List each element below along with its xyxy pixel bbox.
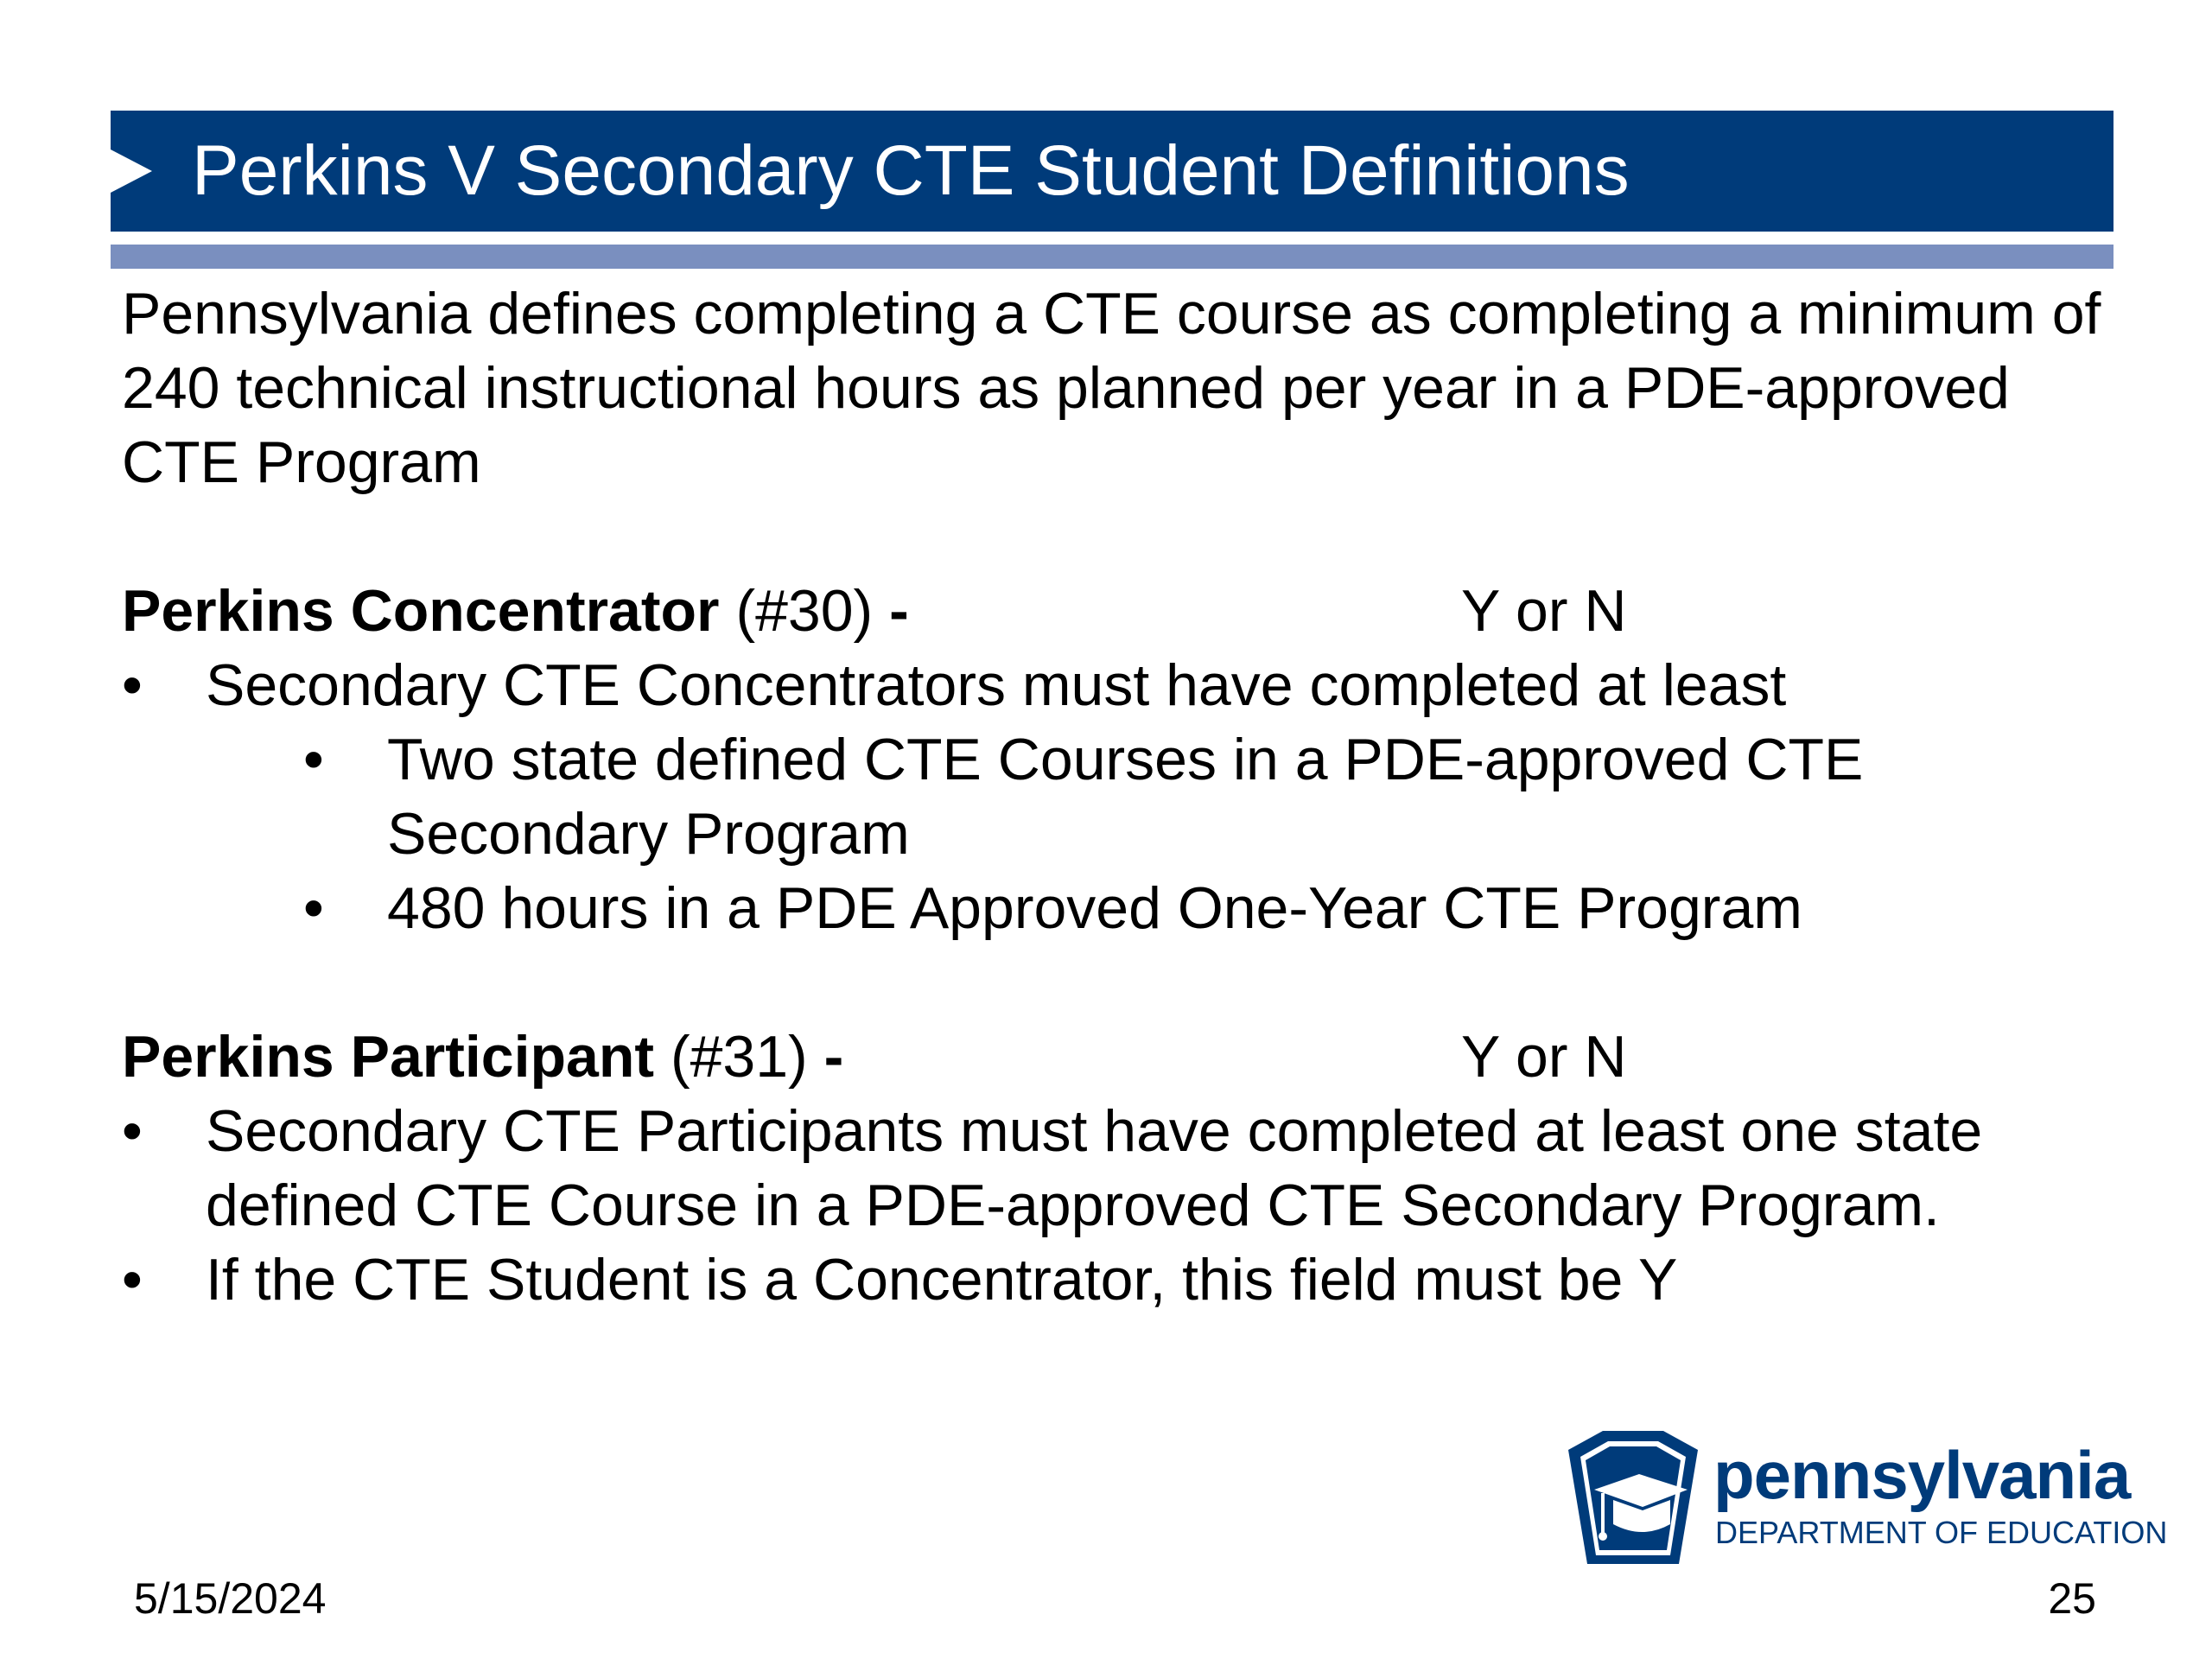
bullet-icon: • <box>122 1098 143 1164</box>
intro-paragraph: Pennsylvania defines completing a CTE course as completing a minimum of 240 technical instructional hours as planned per year in a PDE-approved CTE Program <box>122 281 2101 495</box>
participant-bullets <box>122 1094 2109 1317</box>
participant-field: (#31) <box>670 1024 808 1090</box>
bullet-icon: • <box>122 1247 143 1313</box>
logo-subtitle: DEPARTMENT OF EDUCATION <box>1715 1515 2168 1550</box>
participant-value: Y or N <box>1461 1024 1627 1090</box>
concentrator-field: (#30) <box>735 578 874 644</box>
concentrator-bullets <box>122 648 2109 945</box>
list-item: • Two state defined CTE Courses in a PDE-approved CTE Secondary Program <box>122 722 2109 871</box>
bullet-icon: • <box>303 875 324 941</box>
logo-wordmark: pennsylvania <box>1713 1437 2131 1513</box>
list-item: • Secondary CTE Concentrators must have completed at least <box>122 648 2109 722</box>
slide-title: Perkins V Secondary CTE Student Definitions <box>192 131 1630 210</box>
participant-dash: - <box>823 1024 844 1090</box>
title-arrow-icon <box>111 149 152 193</box>
concentrator-heading <box>122 574 2109 648</box>
concentrator-value: Y or N <box>1461 578 1627 644</box>
bullet-icon: • <box>303 727 324 792</box>
concentrator-label: Perkins Concentrator <box>122 578 720 644</box>
list-item: • If the CTE Student is a Concentrator, this field must be Y <box>122 1243 2109 1317</box>
bullet-icon: • <box>122 652 143 718</box>
title-underline <box>111 245 2113 269</box>
list-item: • 480 hours in a PDE Approved One-Year CTE Program <box>122 871 2109 945</box>
participant-heading <box>122 1020 2109 1094</box>
footer-date: 5/15/2024 <box>134 1574 327 1623</box>
page-number: 25 <box>2048 1574 2096 1623</box>
list-item: • Secondary CTE Participants must have completed at least one state defined CTE Course in a PDE-approved CTE Secondary Program. <box>122 1094 2109 1243</box>
participant-label: Perkins Participant <box>122 1024 655 1090</box>
slide-title-bar <box>111 111 2113 232</box>
concentrator-dash: - <box>889 578 909 644</box>
keystone-cap-icon <box>1560 1426 1707 1573</box>
pde-logo <box>1560 1426 2168 1573</box>
slide-body <box>122 276 2109 1317</box>
